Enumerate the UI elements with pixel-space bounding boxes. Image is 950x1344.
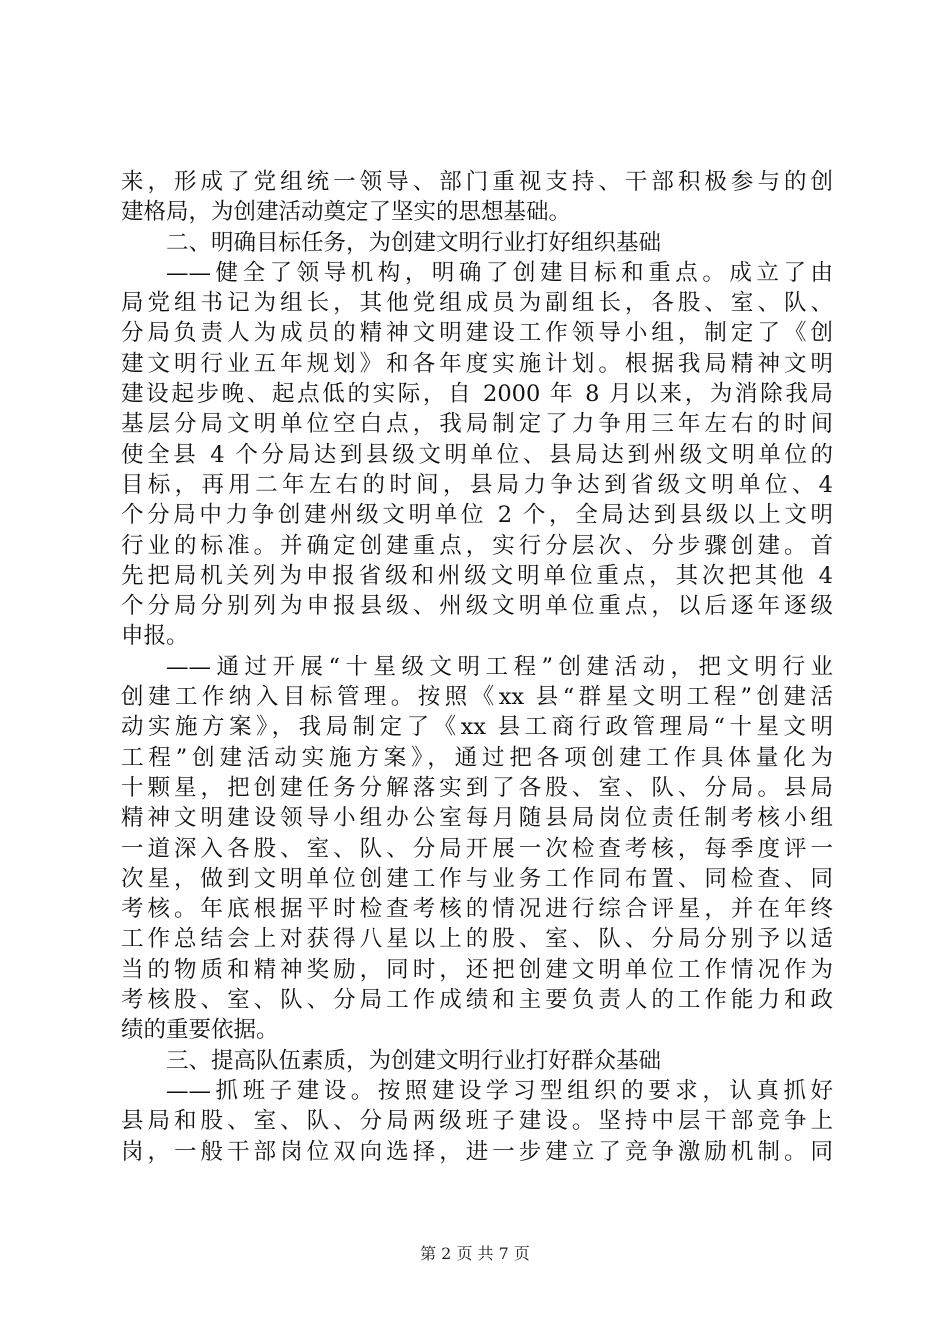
section-heading: 三、提高队伍素质，为创建文明行业打好群众基础: [166, 1047, 662, 1074]
text-line: 基层分局文明单位空白点，我局制定了力争用三年左右的时间: [121, 411, 833, 438]
section-heading: 二、明确目标任务，为创建文明行业打好组织基础: [166, 229, 662, 256]
text-line: ——抓班子建设。按照建设学习型组织的要求，认真抓好: [166, 1077, 833, 1104]
text-line: 考核。年底根据平时检查考核的情况进行综合评星，并在年终: [121, 896, 833, 923]
text-line: 工作总结会上对获得八星以上的股、室、队、分局分别予以适: [121, 926, 833, 953]
text-line: 十颗星，把创建任务分解落实到了各股、室、队、分局。县局: [121, 774, 833, 801]
text-line: 创建工作纳入目标管理。按照《xx 县“群星文明工程”创建活: [121, 684, 833, 711]
text-line: 行业的标准。并确定创建重点，实行分层次、分步骤创建。首: [121, 532, 833, 559]
text-line: 分局负责人为成员的精神文明建设工作领导小组，制定了《创: [121, 320, 833, 347]
text-line: 建设起步晚、起点低的实际，自 2000 年 8 月以来，为消除我局: [121, 381, 833, 408]
text-line: 绩的重要依据。: [121, 1017, 279, 1044]
text-line: 岗，一般干部岗位双向选择，进一步建立了竞争激励机制。同: [121, 1138, 833, 1165]
text-line: 县局和股、室、队、分局两级班子建设。坚持中层干部竞争上: [121, 1108, 833, 1135]
text-line: 一道深入各股、室、队、分局开展一次检查考核，每季度评一: [121, 835, 833, 862]
text-line: 使全县 4 个分局达到县级文明单位、县局达到州级文明单位的: [121, 441, 833, 468]
text-line: 动实施方案》，我局制定了《xx 县工商行政管理局“十星文明: [121, 714, 833, 741]
page-number-footer: 第 2 页 共 7 页: [420, 1244, 530, 1263]
text-line: ——健全了领导机构，明确了创建目标和重点。成立了由: [166, 259, 833, 286]
text-line: 考核股、室、队、分局工作成绩和主要负责人的工作能力和政: [121, 987, 833, 1014]
text-line: 次星，做到文明单位创建工作与业务工作同布置、同检查、同: [121, 865, 833, 892]
text-line: 工程”创建活动实施方案》，通过把各项创建工作具体量化为: [121, 744, 833, 771]
text-line: 建文明行业五年规划》和各年度实施计划。根据我局精神文明: [121, 350, 833, 377]
text-line: 精神文明建设领导小组办公室每月随县局岗位责任制考核小组: [121, 805, 833, 832]
text-line: 当的物质和精神奖励，同时，还把创建文明单位工作情况作为: [121, 956, 833, 983]
text-line: 个分局分别列为申报县级、州级文明单位重点，以后逐年逐级: [121, 593, 833, 620]
text-line: 个分局中力争创建州级文明单位 2 个，全局达到县级以上文明: [121, 502, 833, 529]
text-line: ——通过开展“十星级文明工程”创建活动，把文明行业: [166, 653, 833, 680]
text-line: 申报。: [121, 623, 189, 650]
text-line: 先把局机关列为申报省级和州级文明单位重点，其次把其他 4: [121, 562, 833, 589]
text-line: 建格局，为创建活动奠定了坚实的思想基础。: [121, 199, 572, 226]
text-line: 局党组书记为组长，其他党组成员为副组长，各股、室、队、: [121, 290, 833, 317]
document-body: [121, 167, 833, 1167]
text-line: 目标，再用二年左右的时间，县局力争达到省级文明单位、4: [121, 471, 833, 498]
text-line: 来，形成了党组统一领导、部门重视支持、干部积极参与的创: [121, 169, 833, 195]
